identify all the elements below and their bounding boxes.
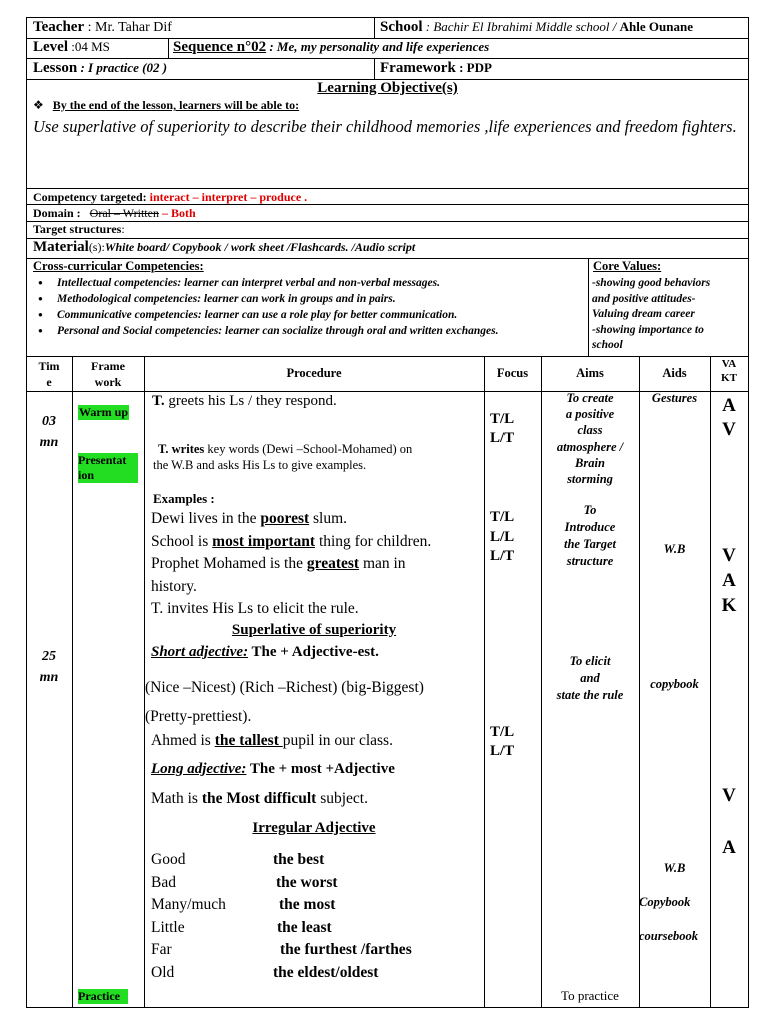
text-run: poorest (260, 510, 310, 527)
level-value: :04 MS (71, 39, 110, 54)
aims-line: To create (566, 391, 614, 405)
aims-line: Brain (575, 455, 605, 470)
procedure-examples-body (151, 508, 483, 621)
writes-bold: T. writes (158, 442, 205, 456)
domain-struck: Oral – Written (89, 206, 159, 220)
core-line: school (592, 339, 623, 351)
writes-line1: key words (Dewi –School-Mohamed) on (204, 442, 413, 456)
irregular-adj: Good (151, 851, 186, 868)
core-line: -showing importance to (592, 323, 704, 336)
rule (26, 356, 749, 357)
text-run: the tallest (214, 732, 283, 749)
rule (168, 38, 169, 58)
frame-practice: Practice (78, 989, 128, 1004)
header-vakt (710, 357, 748, 385)
domain-label: Domain : (33, 206, 81, 220)
objectives-title: Learning Objective(s) (317, 80, 458, 96)
irregular-adj: Bad (151, 873, 176, 891)
time-value: 03 (42, 414, 56, 429)
irregular-row (151, 962, 481, 985)
example-line (151, 508, 483, 531)
sequence-value: : Me, my personality and life experiences (269, 39, 490, 54)
focus-value: L/T (490, 548, 515, 564)
rule (588, 258, 589, 356)
long-adjective-rule (151, 761, 395, 778)
frame-presentation (78, 453, 138, 483)
aids-copybook-2: Copybook (639, 895, 691, 909)
material-label: Material (33, 239, 89, 255)
example-line (151, 553, 483, 576)
level-row (33, 39, 110, 56)
list-item: ● Intellectual competencies: learner can interpret verbal and non-verbal messages. (33, 275, 583, 291)
short-examples-line: (Pretty-prettiest). (145, 708, 252, 725)
header-procedure: Procedure (286, 366, 342, 380)
competency-value: interact – interpret – produce . (149, 190, 308, 204)
aims-line: a positive (565, 407, 615, 422)
rule (26, 1007, 749, 1008)
aims-line: and (580, 671, 600, 685)
example-line: history. (151, 577, 197, 595)
rule (26, 221, 749, 222)
text-run: most important (212, 532, 316, 550)
teacher-value: : Mr. Tahar Dif (87, 20, 172, 35)
text-run: the Most difficult (201, 790, 317, 807)
rule (484, 356, 485, 1007)
school-row (380, 19, 693, 36)
focus-value: T/L (490, 509, 515, 525)
vakt-presentation (710, 543, 748, 618)
aids-gestures: Gestures (651, 391, 698, 405)
math-example (151, 790, 368, 808)
irregular-row (151, 939, 481, 962)
irregular-sup: the worst (276, 873, 338, 891)
aims-line: Introduce (564, 520, 616, 534)
lesson-row (33, 60, 167, 77)
rule (374, 17, 375, 38)
example-line (151, 531, 483, 554)
irregular-sup: the eldest/oldest (273, 963, 379, 981)
example-line: T. invites His Ls to elicit the rule. (151, 600, 359, 617)
irregular-title: Irregular Adjective (252, 820, 376, 836)
text-run: Dewi lives in the (151, 510, 261, 527)
vakt-letter: V (722, 545, 736, 566)
core-line: and positive attitudes- (592, 292, 696, 305)
irregular-row (151, 849, 481, 872)
short-label: Short adjective: (151, 644, 249, 660)
vakt-letter: V (722, 419, 736, 440)
vakt-letter: A (722, 395, 736, 416)
material-suffix: (s): (88, 240, 105, 254)
core-text (592, 276, 710, 354)
aims-line: storming (567, 472, 613, 487)
school-place: Ahle Ounane (619, 19, 693, 34)
header-time-line: e (46, 375, 52, 389)
rule (26, 188, 749, 189)
focus-value: L/T (490, 743, 515, 759)
text-run: greatest (306, 555, 360, 572)
irregular-row (151, 872, 481, 895)
focus-rule (490, 723, 514, 761)
writes-line2: the W.B and asks His Ls to give examples. (153, 458, 367, 472)
objectives-text: Use superlative of superiority to describe their childhood memories ,life experiences and freedom fighters. (33, 117, 737, 136)
header-time (26, 358, 72, 390)
teacher-label: Teacher (33, 19, 85, 35)
greet-text: greets his Ls / they respond. (164, 393, 337, 409)
aims-warmup (541, 390, 639, 487)
competency-row: Competency targeted: interact – interpret – produce . (33, 190, 308, 204)
list-item: ● Communicative competencies: learner can use a role play for better communication. (33, 307, 583, 323)
focus-presentation (490, 508, 514, 567)
target-row: Target structures: (33, 222, 125, 236)
competency-label: Competency targeted (33, 190, 143, 204)
frame-presentation-line: ion (78, 468, 95, 482)
school-value: : Bachir El Ibrahimi Middle school / (425, 19, 617, 34)
aims-line: To elicit (569, 654, 611, 668)
greet-bold: T. (152, 393, 165, 409)
border-left (26, 17, 27, 1008)
vakt-warmup (710, 394, 748, 442)
superlative-title: Superlative of superiority (231, 622, 397, 638)
irregular-adj: Far (151, 941, 172, 958)
text-run: School is (151, 532, 213, 550)
framework-label: Framework (380, 60, 456, 76)
irregular-sup: the least (277, 918, 332, 936)
long-label: Long adjective: (151, 761, 247, 777)
vakt-letter: K (721, 595, 737, 616)
irregular-sup: the best (273, 851, 325, 868)
cross-list (33, 275, 583, 339)
aims-line: To (583, 503, 597, 517)
core-line: -showing good behaviors (592, 277, 711, 289)
domain-value: Both (170, 206, 196, 220)
short-adjective-rule (151, 644, 379, 661)
frame-warmup: Warm up (79, 405, 129, 419)
irregular-adj: Little (151, 918, 185, 936)
target-label: Target structures (33, 222, 122, 236)
header-frame-line: work (94, 375, 122, 389)
tallest-example (151, 732, 393, 750)
header-frame-line: Frame (91, 359, 125, 373)
aims-line: class (577, 423, 603, 438)
border-right (748, 17, 749, 1008)
time-warmup (26, 411, 72, 453)
text-run: Prophet Mohamed is the (151, 555, 307, 572)
list-item: ● Personal and Social competencies: learner can socialize through oral and written exchanges. (33, 323, 583, 339)
irregular-table (151, 849, 481, 984)
domain-row (33, 206, 196, 221)
long-rule: The + most +Adjective (246, 761, 395, 777)
header-aids: Aids (662, 366, 687, 380)
short-rule: The + Adjective-est. (248, 644, 379, 660)
focus-value: L/T (490, 430, 515, 446)
vakt-letter: A (722, 837, 736, 858)
aims-line: state the rule (556, 688, 624, 702)
text-run: slum. (309, 510, 348, 527)
irregular-adj: Many/much (151, 896, 226, 913)
rule (26, 58, 749, 59)
school-label: School (380, 19, 423, 35)
aims-line: the Target (564, 537, 616, 551)
diamond-bullet-icon: ❖ (33, 98, 44, 112)
time-unit: mn (39, 670, 59, 685)
text-run: pupil in our class. (282, 732, 393, 749)
material-value: White board/ Copybook / work sheet /Flashcards. /Audio script (104, 240, 416, 254)
framework-row (380, 60, 492, 77)
rule (374, 58, 375, 79)
vakt-rule (710, 770, 748, 874)
core-title: Core Values: (593, 259, 662, 273)
lesson-value: : I practice (02 ) (80, 60, 168, 75)
time-unit: mn (39, 435, 59, 450)
text-run: Ahmed is (151, 732, 215, 749)
rule (72, 356, 73, 1007)
short-examples (145, 673, 424, 731)
objectives-intro-text: By the end of the lesson, learners will be able to: (52, 98, 300, 112)
aims-line: atmosphere / (556, 439, 624, 454)
short-examples-line: (Nice –Nicest) (Rich –Richest) (big-Biggest) (145, 679, 424, 696)
irregular-sup: the furthest /farthes (280, 941, 412, 958)
text-run: thing for children. (315, 532, 432, 550)
objectives-intro (33, 98, 299, 113)
lesson-label: Lesson (33, 60, 78, 76)
aids-coursebook: coursebook (639, 929, 699, 943)
vakt-letter: V (722, 785, 736, 806)
list-item: ● Methodological competencies: learner can work in groups and in pairs. (33, 291, 583, 307)
aids-copybook: copybook (650, 677, 699, 691)
level-label: Level (33, 39, 68, 55)
aims-introduce (541, 502, 639, 570)
time-value: 25 (42, 649, 56, 664)
aids-wb: W.B (663, 542, 686, 556)
irregular-row (151, 917, 481, 940)
irregular-row (151, 894, 481, 917)
aids-wb-2: W.B (663, 861, 686, 875)
text-run: subject. (316, 790, 368, 807)
header-focus: Focus (496, 366, 529, 380)
irregular-sup: the most (279, 896, 336, 913)
text-run: man in (359, 555, 406, 572)
focus-warmup (490, 410, 514, 448)
cross-title: Cross-curricular Competencies: (33, 259, 204, 273)
header-vakt-line: KT (721, 372, 737, 384)
core-line: Valuing dream career (592, 308, 695, 320)
focus-value: T/L (490, 411, 515, 427)
framework-value: : PDP (459, 60, 492, 75)
rule (710, 356, 711, 1007)
focus-value: L/L (490, 528, 515, 545)
aims-elicit (541, 653, 639, 704)
sequence-row (173, 39, 489, 56)
procedure-greet (152, 393, 337, 410)
domain-dash: – (161, 206, 168, 220)
vakt-letter: A (722, 570, 736, 591)
teacher-row (33, 19, 172, 36)
irregular-adj: Old (151, 963, 175, 981)
rule (26, 17, 749, 18)
time-presentation (26, 646, 72, 688)
header-frame (72, 358, 144, 390)
sequence-label: Sequence n°02 (173, 39, 267, 55)
procedure-examples: Examples : (153, 491, 215, 506)
procedure-writes (153, 441, 412, 473)
aims-line: structure (566, 554, 614, 568)
header-vakt-line: VA (721, 358, 737, 370)
header-time-line: Tim (38, 359, 60, 373)
focus-value: T/L (490, 724, 515, 740)
header-aims: Aims (576, 366, 604, 380)
aims-practice: To practice (561, 988, 619, 1003)
frame-presentation-line: Presentat (78, 453, 127, 467)
material-row (33, 239, 415, 256)
text-run: Math is (151, 790, 202, 807)
